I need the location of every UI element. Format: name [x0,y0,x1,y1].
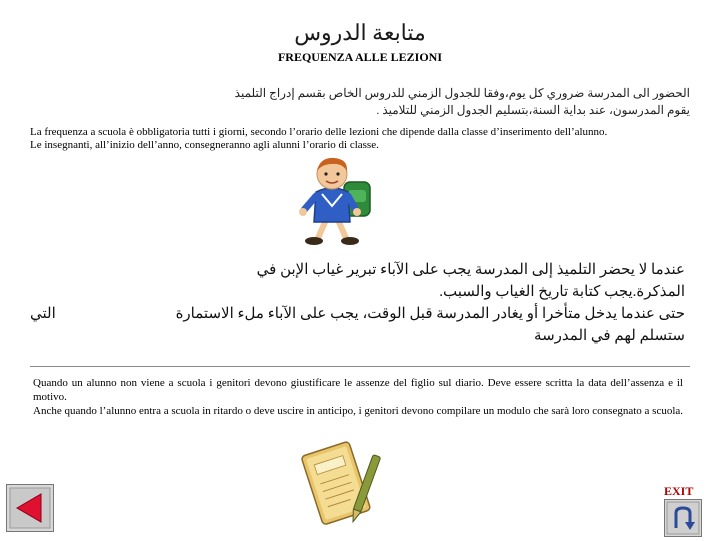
attendance-text-italian-line1: La frequenza a scuola è obbligatoria tutti i giorni, secondo l’orario delle lezioni che dipende dalla classe d’inserimento dell’alunno. [30,126,608,138]
diary-with-pen-icon [300,436,382,532]
attendance-text-arabic-line1: الحضور الى المدرسة ضروري كل يوم،وفقا للجدول الزمني للدروس الخاص بقسم إدراج التلميذ [234,86,690,100]
absence-text-arabic-line3: حتى عندما يدخل متأخرا أو يغادر المدرسة قبل الوقت، يجب على الآباء ملء الاستمارة [175,306,685,322]
page-title-italian: FREQUENZA ALLE LEZIONI [277,50,443,64]
back-button[interactable] [6,484,54,532]
back-arrow-icon [7,485,53,531]
absence-text-arabic-line4: ستسلم لهم في المدرسة [534,328,685,344]
absence-text-italian-para1: Quando un alunno non viene a scuola i genitori devono giustificare le assenze del figlio sul diario. Deve essere scritta la data dell’assenza e il motivo. [33,377,683,403]
return-button[interactable] [664,499,702,537]
student-with-backpack-icon [292,154,378,248]
absence-text-arabic-line3-tail: التي [30,306,56,322]
section-divider [30,366,690,367]
attendance-text-arabic-line2: يقوم المدرسون، عند بداية السنة،بتسليم الجدول الزمني للتلاميذ . [376,103,690,117]
exit-link[interactable]: EXIT [664,484,694,498]
absence-text-arabic-line2: المذكرة.يجب كتابة تاريخ الغياب والسبب. [439,284,685,300]
absence-text-arabic-line1: عندما لا يحضر التلميذ إلى المدرسة يجب على الآباء تبرير غياب الإبن في [256,262,685,278]
page-title-arabic: متابعة الدروس [294,20,426,45]
return-arrow-icon [665,500,701,536]
absence-text-italian-para2: Anche quando l’alunno entra a scuola in ritardo o deve uscire in anticipo, i genitori devono compilare un modulo che sarà loro consegnato a scuola. [33,405,684,417]
attendance-text-italian-line2: Le insegnanti, all’inizio dell’anno, consegneranno agli alunni l’orario di classe. [30,139,379,151]
